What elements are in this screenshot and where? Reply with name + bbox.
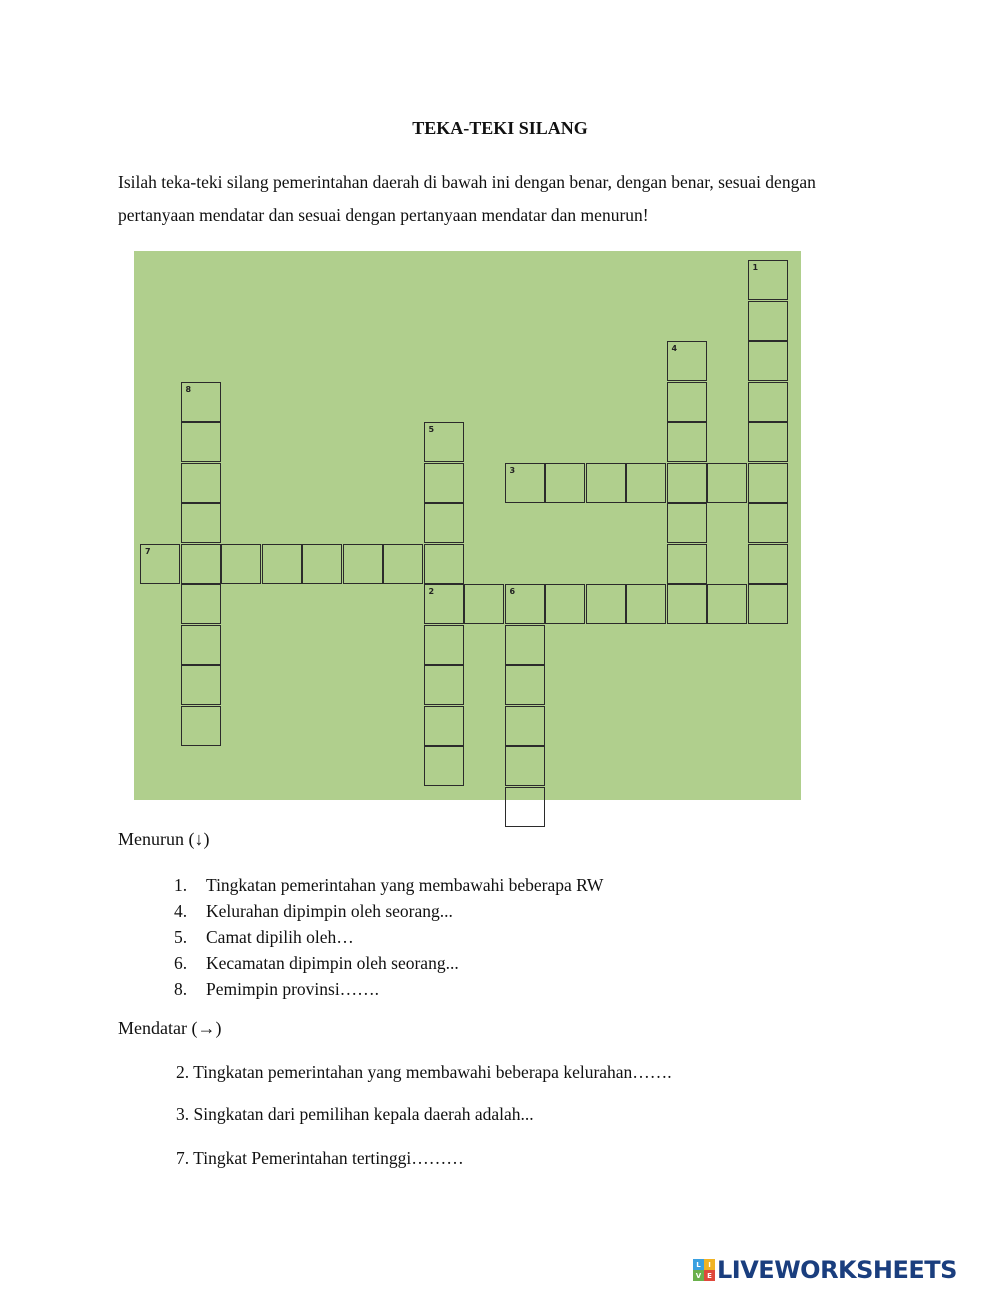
crossword-cell[interactable] bbox=[221, 544, 261, 584]
crossword-cell[interactable] bbox=[181, 625, 221, 665]
crossword-cell[interactable] bbox=[667, 544, 707, 584]
clue-number: 1 bbox=[752, 263, 759, 272]
crossword-cell[interactable] bbox=[181, 503, 221, 543]
crossword-cell[interactable] bbox=[586, 463, 626, 503]
logo-text: LIVEWORKSHEETS bbox=[717, 1256, 957, 1284]
across-clue: 2. Tingkatan pemerintahan yang membawahi beberapa kelurahan……. bbox=[176, 1062, 672, 1082]
crossword-cell[interactable] bbox=[424, 544, 464, 584]
crossword-cell[interactable] bbox=[505, 746, 545, 786]
crossword-cell[interactable] bbox=[181, 665, 221, 705]
crossword-cell[interactable] bbox=[424, 625, 464, 665]
crossword-cell[interactable] bbox=[424, 706, 464, 746]
crossword-cell[interactable] bbox=[505, 625, 545, 665]
clue-number: 7 bbox=[145, 546, 151, 556]
liveworksheets-logo bbox=[693, 1256, 957, 1284]
crossword-cell[interactable] bbox=[707, 463, 747, 503]
crossword-cell[interactable] bbox=[748, 341, 788, 381]
crossword-cell[interactable] bbox=[505, 463, 545, 503]
crossword-cell[interactable] bbox=[748, 503, 788, 543]
across-clue: 3. Singkatan dari pemilihan kepala daerah adalah... bbox=[176, 1104, 534, 1124]
crossword-cell[interactable] bbox=[424, 463, 464, 503]
crossword-cell[interactable] bbox=[181, 463, 221, 503]
crossword-cell[interactable] bbox=[748, 544, 788, 584]
page-title: TEKA-TEKI SILANG bbox=[412, 118, 588, 138]
crossword-cell[interactable] bbox=[667, 584, 707, 624]
crossword-cell[interactable] bbox=[140, 544, 180, 584]
crossword-cell[interactable] bbox=[626, 584, 666, 624]
crossword-cell[interactable] bbox=[667, 463, 707, 503]
across-heading: Mendatar (→) bbox=[118, 1018, 222, 1038]
clue-number: 8 bbox=[185, 384, 192, 394]
crossword-cell[interactable] bbox=[748, 584, 788, 624]
down-clue: 1. Tingkatan pemerintahan yang membawahi beberapa RW bbox=[174, 875, 604, 895]
crossword-cell[interactable] bbox=[383, 544, 423, 584]
crossword-cell[interactable] bbox=[667, 341, 707, 381]
crossword-cell[interactable] bbox=[667, 422, 707, 462]
crossword-cell[interactable] bbox=[505, 787, 545, 827]
crossword-cell[interactable] bbox=[667, 382, 707, 422]
crossword-grid bbox=[134, 251, 801, 800]
clue-number: 2 bbox=[428, 587, 435, 596]
across-clue: 7. Tingkat Pemerintahan tertinggi……… bbox=[176, 1148, 464, 1168]
crossword-cell[interactable] bbox=[181, 544, 221, 584]
clue-number: 5 bbox=[428, 425, 435, 434]
down-clue-list bbox=[174, 872, 603, 1002]
crossword-cell[interactable] bbox=[181, 422, 221, 462]
down-clue: 6. Kecamatan dipimpin oleh seorang... bbox=[174, 953, 459, 973]
instructions: Isilah teka-teki silang pemerintahan daerah di bawah ini dengan benar, dengan benar, sesuai dengan pertanyaan mendatar dan sesuai dengan pertanyaan mendatar dan menurun! bbox=[118, 172, 816, 225]
crossword-cell[interactable] bbox=[424, 422, 464, 462]
crossword-cell[interactable] bbox=[626, 463, 666, 503]
crossword-cell[interactable] bbox=[505, 706, 545, 746]
down-clue: 8. Pemimpin provinsi……. bbox=[174, 979, 380, 999]
down-heading: Menurun (↓) bbox=[118, 829, 210, 849]
crossword-cell[interactable] bbox=[748, 382, 788, 422]
crossword-cell[interactable] bbox=[707, 584, 747, 624]
crossword-cell[interactable] bbox=[464, 584, 504, 624]
crossword-cell[interactable] bbox=[505, 665, 545, 705]
crossword-cell[interactable] bbox=[262, 544, 302, 584]
crossword-cell[interactable] bbox=[181, 706, 221, 746]
crossword-cell[interactable] bbox=[748, 301, 788, 341]
crossword-cell[interactable] bbox=[545, 463, 585, 503]
crossword-cell[interactable] bbox=[424, 746, 464, 786]
clue-number: 3 bbox=[509, 465, 516, 475]
crossword-cell[interactable] bbox=[748, 260, 788, 300]
crossword-cell[interactable] bbox=[545, 584, 585, 624]
clue-number: 4 bbox=[671, 344, 678, 353]
crossword-cell[interactable] bbox=[181, 382, 221, 422]
down-clue: 5. Camat dipilih oleh… bbox=[174, 927, 354, 947]
crossword-cell[interactable] bbox=[424, 584, 464, 624]
crossword-cell[interactable] bbox=[302, 544, 342, 584]
crossword-cell[interactable] bbox=[181, 584, 221, 624]
crossword-cell[interactable] bbox=[424, 665, 464, 705]
crossword-cell[interactable] bbox=[748, 463, 788, 503]
crossword-cell[interactable] bbox=[748, 422, 788, 462]
down-clue: 4. Kelurahan dipimpin oleh seorang... bbox=[174, 901, 453, 921]
crossword-cell[interactable] bbox=[424, 503, 464, 543]
logo-badge-icon: L I V E bbox=[693, 1259, 715, 1281]
crossword-cell[interactable] bbox=[505, 584, 545, 624]
crossword-cell[interactable] bbox=[586, 584, 626, 624]
crossword-cell[interactable] bbox=[667, 503, 707, 543]
clue-number: 6 bbox=[509, 587, 516, 596]
crossword-cell[interactable] bbox=[343, 544, 383, 584]
